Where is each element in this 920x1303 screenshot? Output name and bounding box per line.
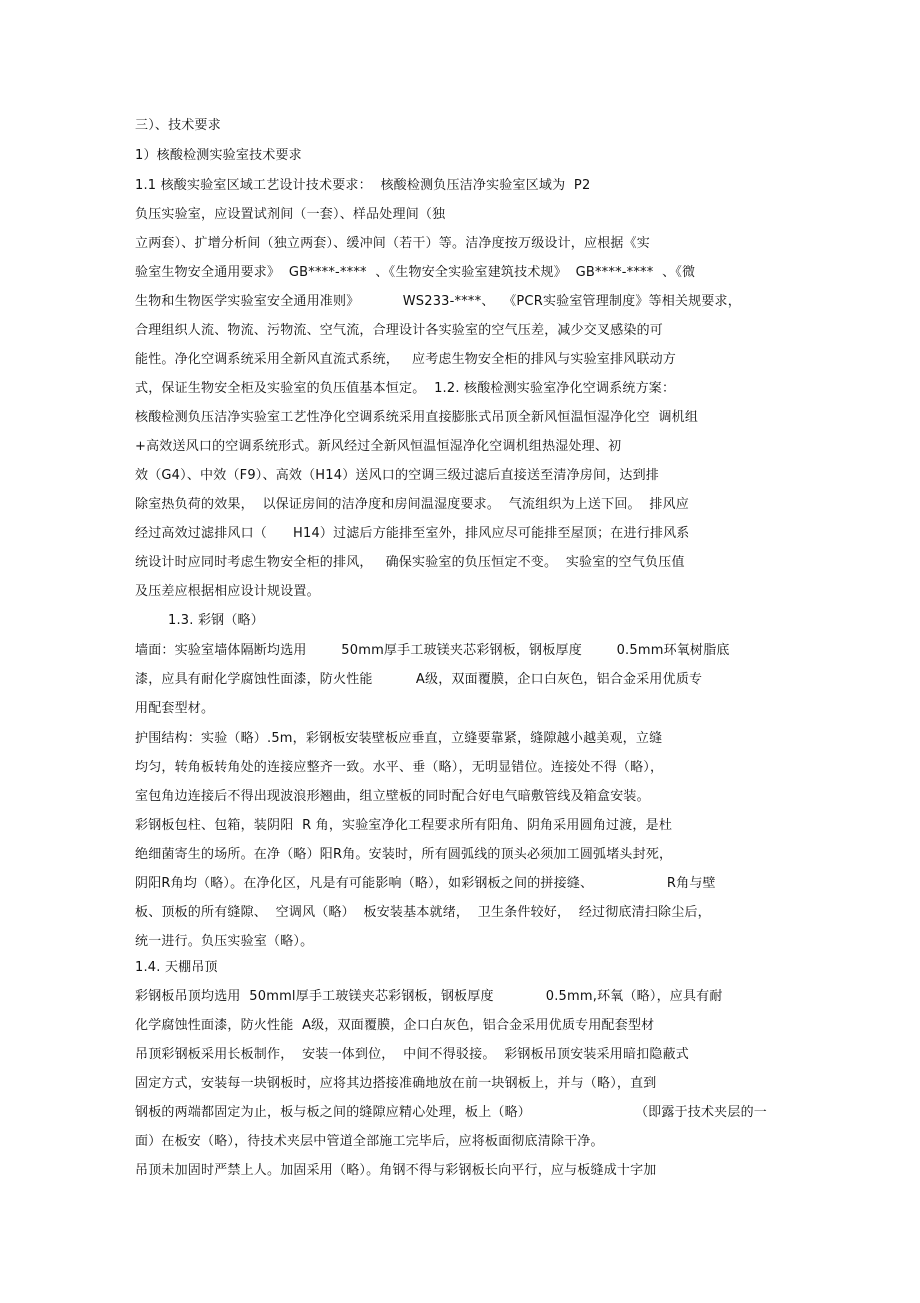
section-heading: 三）、技术要求: [135, 118, 221, 133]
paragraph-line: 面）在板安（略），待技术夹层中管道全部施工完毕后，应将板面彻底清除干净。: [135, 1134, 604, 1149]
paragraph-line: 护围结构：实验（略）.5m，彩钢板安装壁板应垂直，立缝要靠紧，缝隙越小越美观，立缝: [135, 731, 663, 746]
paragraph-line: 钢板的两端都固定为止，板与板之间的缝隙应精心处理，板上（略） （即露于技术夹层的一: [135, 1105, 767, 1120]
paragraph-line: 阴阳R角均（略）。在净化区，凡是有可能影响（略），如彩钢板之间的拼接缝、 R角与壁: [135, 876, 716, 891]
paragraph-line: 漆，应具有耐化学腐蚀性面漆，防火性能 A级，双面覆膜，企口白灰色，铝合金采用优质专: [135, 672, 703, 687]
subsection-heading: 1）核酸检测实验室技术要求: [135, 148, 302, 163]
paragraph-line: 统设计时应同时考虑生物安全柜的排风， 确保实验室的负压恒定不变。 实验室的空气负压值: [135, 555, 685, 570]
paragraph-line: 合理组织人流、物流、污物流、空气流，合理设计各实验室的空气压差，减少交叉感染的可: [135, 323, 664, 338]
paragraph-line: 生物和生物医学实验室安全通用准则》 WS233-****、 《PCR实验室管理制度》等相关规要求，: [135, 294, 741, 309]
paragraph-line: 统一进行。负压实验室（略）。: [135, 934, 314, 949]
paragraph-line: +高效送风口的空调系统形式。新风经过全新风恒温恒湿净化空调机组热湿处理、初: [135, 439, 622, 454]
paragraph-line: 1.1 核酸实验室区域工艺设计技术要求： 核酸检测负压洁净实验室区域为 P2: [135, 178, 591, 193]
paragraph-line: 立两套）、扩增分析间（独立两套）、缓冲间（若干）等。洁净度按万级设计，应根据《实: [135, 236, 651, 251]
paragraph-line: 固定方式，安装每一块钢板时，应将其边搭接准确地放在前一块钢板上，并与（略），直到: [135, 1076, 657, 1091]
paragraph-line: 用配套型材。: [135, 701, 215, 716]
paragraph-line: 能性。净化空调系统采用全新风直流式系统， 应考虑生物安全柜的排风与实验室排风联动方: [135, 352, 676, 367]
paragraph-line: 及压差应根据相应设计规设置。: [135, 584, 320, 599]
paragraph-line: 墙面：实验室墙体隔断均选用 50mm厚手工玻镁夹芯彩钢板，钢板厚度 0.5mm环氧树脂底: [135, 643, 730, 658]
paragraph-line: 彩钢板吊顶均选用 50mml厚手工玻镁夹芯彩钢板，钢板厚度 0.5mm,环氧（略），应具有耐: [135, 989, 723, 1004]
subsection-heading: 1.3. 彩钢（略）: [168, 613, 264, 628]
paragraph-line: 绝细菌寄生的场所。在净（略）阳R角。安装时，所有圆弧线的顶头必须加工圆弧堵头封死，: [135, 847, 673, 862]
paragraph-line: 除室热负荷的效果， 以保证房间的洁净度和房间温湿度要求。 气流组织为上送下回。 排风应: [135, 497, 689, 512]
paragraph-line: 均匀，转角板转角处的连接应整齐一致。水平、垂（略），无明显错位。连接处不得（略），: [135, 760, 664, 775]
paragraph-line: 吊顶彩钢板采用长板制作， 安装一体到位， 中间不得驳接。 彩钢板吊顶安装采用暗扣隐蔽式: [135, 1047, 689, 1062]
paragraph-line: 室包角边连接后不得出现波浪形翘曲，组立壁板的同时配合好电气暗敷管线及箱盒安装。: [135, 789, 650, 804]
paragraph-line: 验室生物安全通用要求》 GB****-**** 、《生物安全实验室建筑技术规》 GB****-**** 、《微: [135, 265, 696, 280]
paragraph-line: 效（G4）、中效（F9）、高效（H14）送风口的空调三级过滤后直接送至清净房间，达到排: [135, 468, 660, 483]
paragraph-line: 板、顶板的所有缝隙、 空调风（略） 板安装基本就绪， 卫生条件较好， 经过彻底清扫除尘后，: [135, 905, 711, 920]
paragraph-line: 吊顶未加固时严禁上人。加固采用（略）。角钢不得与彩钢板长向平行，应与板缝成十字加: [135, 1163, 657, 1178]
paragraph-line: 经过高效过滤排风口（ H14）过滤后方能排至室外，排风应尽可能排至屋顶；在进行排风系: [135, 526, 690, 541]
paragraph-line: 核酸检测负压洁净实验室工艺性净化空调系统采用直接膨胀式吊顶全新风恒温恒湿净化空 调机组: [135, 410, 699, 425]
paragraph-line: 式，保证生物安全柜及实验室的负压值基本恒定。 1.2. 核酸检测实验室净化空调系统方案：: [135, 381, 676, 396]
paragraph-line: 化学腐蚀性面漆，防火性能 A级，双面覆膜，企口白灰色，铝合金采用优质专用配套型材: [135, 1018, 655, 1033]
paragraph-line: 负压实验室，应设置试剂间（一套）、样品处理间（独: [135, 207, 446, 222]
paragraph-line: 彩钢板包柱、包箱，装阴阳 R 角，实验室净化工程要求所有阳角、阴角采用圆角过渡，是杜: [135, 818, 673, 833]
subsection-heading: 1.4. 天棚吊顶: [135, 960, 218, 975]
